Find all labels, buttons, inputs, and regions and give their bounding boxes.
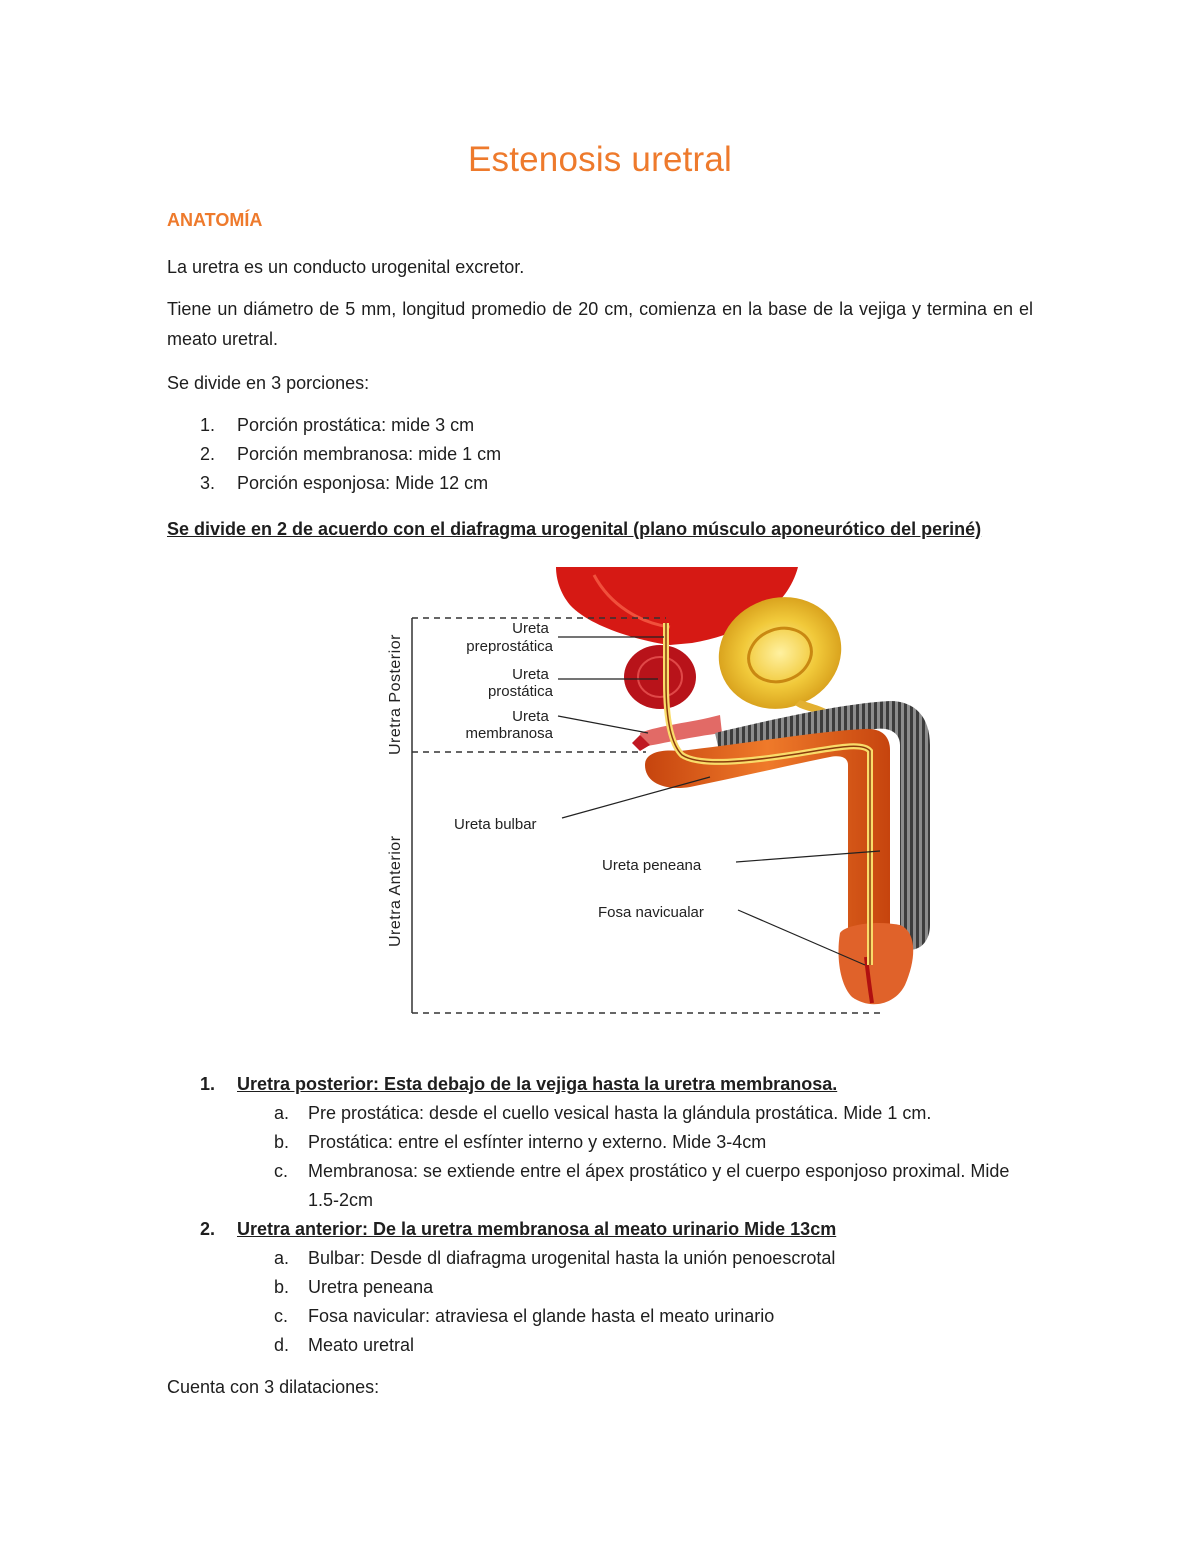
list-item: d. Meato uretral <box>274 1335 415 1355</box>
dilatations-paragraph: Cuenta con 3 dilataciones: <box>167 1377 380 1397</box>
prostate-shape <box>624 645 696 709</box>
section-heading: ANATOMÍA <box>167 210 263 230</box>
label-membranosa: Ureta membranosa <box>465 708 553 742</box>
list-item: a. Bulbar: Desde dl diafragma urogenital hasta la unión penoescrotal <box>274 1248 836 1268</box>
list-item: 2. Porción membranosa: mide 1 cm <box>200 444 502 464</box>
list-item: c. Fosa navicular: atraviesa el glande hasta el meato urinario <box>274 1306 775 1326</box>
list-item: 1. Uretra posterior: Esta debajo de la vejiga hasta la uretra membranosa. <box>200 1074 838 1094</box>
label-bulbar: Ureta bulbar <box>454 816 537 833</box>
portions-list <box>167 411 1033 498</box>
label-uretra-posterior: Uretra Posterior <box>387 634 404 755</box>
urethra-anatomy-diagram <box>370 565 950 1020</box>
label-peneana: Ureta peneana <box>602 857 702 874</box>
list-item: 2. Uretra anterior: De la uretra membranosa al meato urinario Mide 13cm <box>200 1219 837 1239</box>
label-preprostatica: Ureta preprostática <box>466 620 553 655</box>
list-item: c. Membranosa: se extiende entre el ápex prostático y el cuerpo esponjoso proximal. Mide 1.5-2cm <box>274 1161 1010 1210</box>
label-prostatica: Ureta prostática <box>487 666 553 700</box>
list-item: b. Uretra peneana <box>274 1277 434 1297</box>
urethra-parts-list <box>167 1070 1067 1360</box>
division-heading: Se divide en 2 de acuerdo con el diafragma urogenital (plano músculo aponeurótico del periné) <box>167 519 982 539</box>
glans-shape <box>839 923 914 1004</box>
list-item: a. Pre prostática: desde el cuello vesical hasta la glándula prostática. Mide 1 cm. <box>274 1103 932 1123</box>
label-fosa-navicular: Fosa navicualar <box>598 904 704 921</box>
list-item: 3. Porción esponjosa: Mide 12 cm <box>200 473 489 493</box>
label-uretra-anterior: Uretra Anterior <box>387 835 404 947</box>
document-title: Estenosis uretral <box>467 140 733 179</box>
list-item: b. Prostática: entre el esfínter interno y externo. Mide 3-4cm <box>274 1132 767 1152</box>
intro-paragraph: La uretra es un conducto urogenital excretor. <box>167 257 525 277</box>
dimensions-paragraph: Tiene un diámetro de 5 mm, longitud promedio de 20 cm, comienza en la base de la vejiga y termina en el meato uretral. <box>167 299 1033 349</box>
portions-intro: Se divide en 3 porciones: <box>167 373 370 393</box>
list-item: 1. Porción prostática: mide 3 cm <box>200 415 475 435</box>
